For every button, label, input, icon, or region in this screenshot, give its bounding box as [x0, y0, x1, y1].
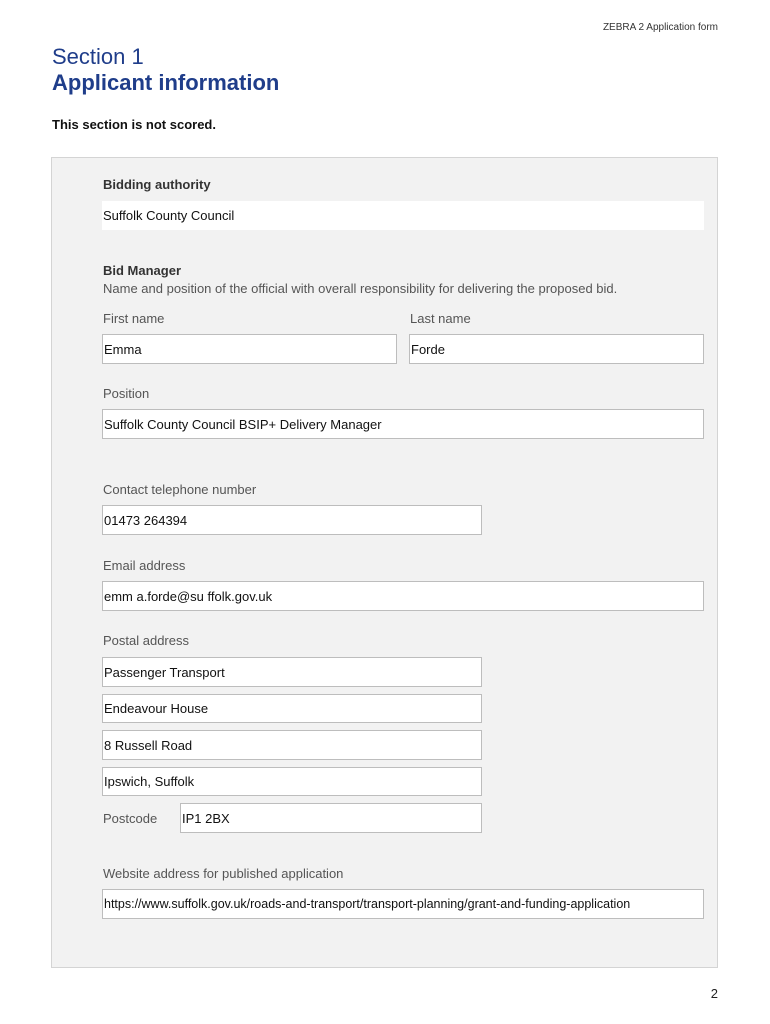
section-number: Section 1 [52, 44, 144, 69]
bid-manager-description: Name and position of the official with overall responsibility for delivering the proposed bid. [103, 281, 618, 296]
phone-label: Contact telephone number [103, 482, 257, 497]
address-line-3-field[interactable]: 8 Russell Road [102, 730, 482, 760]
last-name-label: Last name [410, 311, 471, 326]
form-title: ZEBRA 2 Application form [602, 22, 718, 33]
website-label: Website address for published application [103, 866, 344, 881]
address-line-4-field[interactable]: Ipswich, Suffolk [102, 767, 482, 796]
postcode-label: Postcode [103, 811, 158, 826]
website-field[interactable]: https://www.suffolk.gov.uk/roads-and-transport/transport-planning/grant-and-funding-application [102, 889, 704, 919]
postal-address-label: Postal address [103, 633, 189, 648]
first-name-label: First name [103, 311, 165, 326]
email-label: Email address [103, 558, 186, 573]
last-name-field[interactable]: Forde [409, 334, 704, 364]
section-title: Applicant information [52, 70, 280, 95]
position-field[interactable]: Suffolk County Council BSIP+ Delivery Manager [102, 409, 704, 439]
postcode-field[interactable]: IP1 2BX [180, 803, 482, 833]
page-number: 2 [710, 986, 718, 1001]
phone-field[interactable]: 01473 264394 [102, 505, 482, 535]
bidding-authority-label: Bidding authority [103, 177, 211, 192]
position-label: Position [103, 386, 150, 401]
first-name-field[interactable]: Emma [102, 334, 397, 364]
email-field[interactable]: emm a.forde@su ffolk.gov.uk [102, 581, 704, 611]
section-note: This section is not scored. [52, 117, 216, 132]
bidding-authority-field[interactable]: Suffolk County Council [102, 201, 704, 230]
address-line-2-field[interactable]: Endeavour House [102, 694, 482, 723]
bid-manager-heading: Bid Manager [103, 263, 182, 278]
address-line-1-field[interactable]: Passenger Transport [102, 657, 482, 687]
